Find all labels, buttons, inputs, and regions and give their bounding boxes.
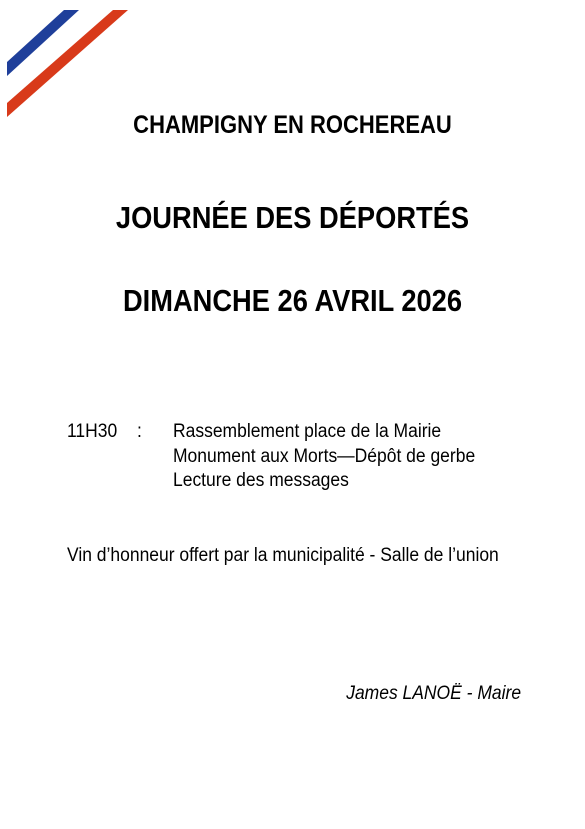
- schedule-item: Rassemblement place de la Mairie: [173, 421, 442, 442]
- mayor-signature: James LANOË - Maire: [346, 683, 521, 704]
- schedule-item: Lecture des messages: [173, 470, 349, 491]
- schedule-item: Monument aux Morts—Dépôt de gerbe: [173, 445, 476, 467]
- flag-blue-stripe: [7, 10, 79, 76]
- flag-red-stripe: [7, 10, 128, 117]
- commune-title: CHAMPIGNY EN ROCHEREAU: [133, 111, 452, 139]
- event-title: JOURNÉE DES DÉPORTÉS: [115, 200, 470, 235]
- schedule-items: [173, 420, 501, 494]
- schedule-separator: :: [137, 421, 142, 442]
- reception-text: Vin d’honneur offert par la municipalité - Salle de l’union: [67, 545, 499, 566]
- schedule-time: 11H30: [67, 421, 118, 442]
- event-date: DIMANCHE 26 AVRIL 2026: [122, 283, 463, 318]
